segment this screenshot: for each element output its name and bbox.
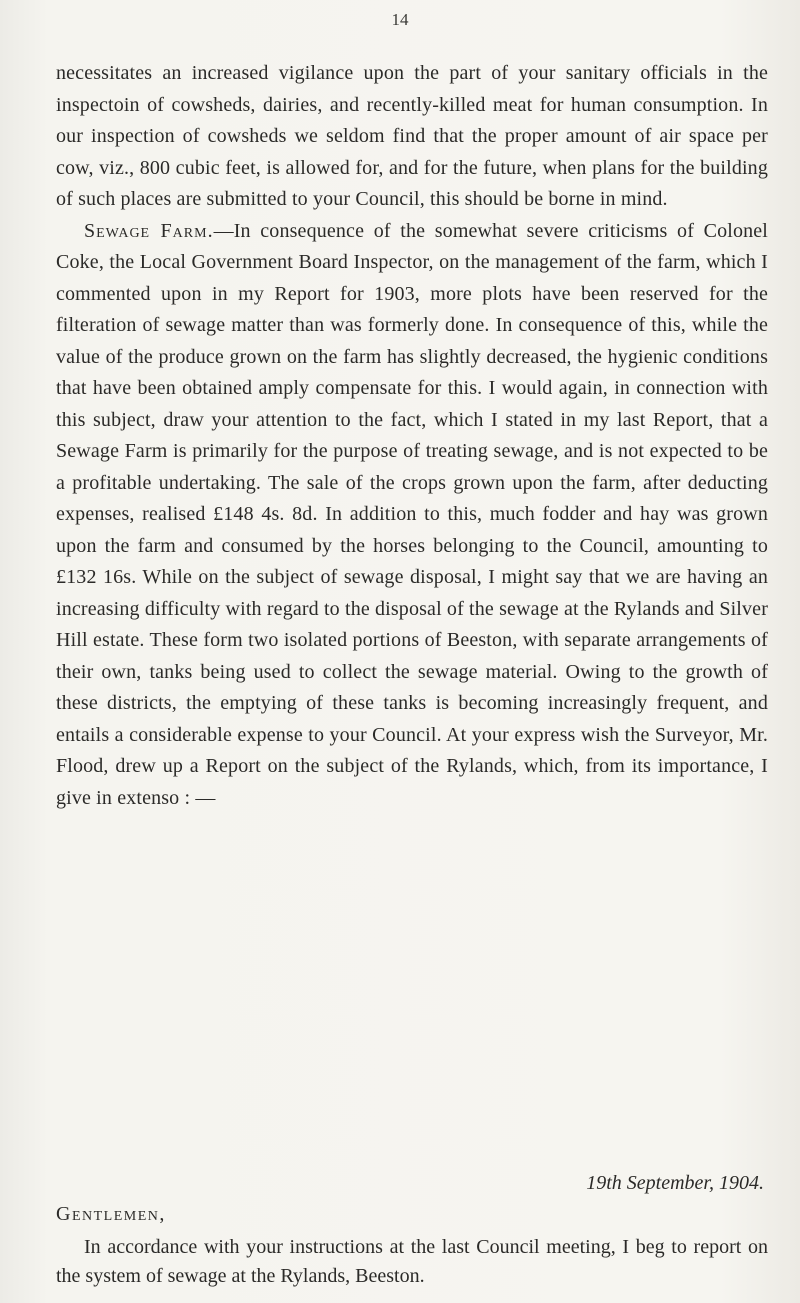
letter-body [56, 1233, 768, 1291]
letter-date [56, 1168, 764, 1198]
sewage-farm-body: —In consequence of the somewhat severe criticisms of Colonel Coke, the Local Government Board Inspector, on the management of the farm, which I commented upon in my Report for 1903, more plots have been reserved for the filteration of sewage matter than was formerly done. In consequence of this, while the value of the produce grown on the farm has slightly decreased, the hygienic conditions that have been obtained amply compensate for this. I would again, in connection with this subject, draw your attention to the fact, which I stated in my last Report, that a Sewage Farm is primarily for the purpose of treating sewage, and is not expected to be a profitable undertaking. The sale of the crops grown upon the farm, after deducting expenses, realised £148 4s. 8d. In addition to this, much fodder and hay was grown upon the farm and consumed by the horses belonging to the Council, amounting to £132 16s. While on the subject of sewage disposal, I might say that we are having an increasing difficulty with regard to the disposal of the sewage at the Rylands and Silver Hill estate. These form two isolated portions of Beeston, with separate arrangements of their own, tanks being used to collect the sewage material. Owing to the growth of these districts, the emptying of these tanks is becoming increasingly frequent, and entails a considerable expense to your Council. At your express wish the Surveyor, Mr. Flood, drew up a Report on the subject of the Rylands, which, from its importance, I give in extenso : — [56, 219, 769, 809]
body-text [56, 58, 768, 814]
sewage-farm-heading: Sewage Farm. [84, 219, 214, 242]
letter-opening-paragraph: In accordance with your instructions at the last Council meeting, I beg to report on the system of sewage at the Rylands, Beeston. [56, 1236, 768, 1287]
letter-date-text: 19th September, 1904. [586, 1172, 764, 1194]
page-number: 14 [391, 10, 409, 29]
intro-paragraph: necessitates an increased vigilance upon the part of your sanitary officials in the inspectoin of cowsheds, dairies, and recently-killed meat for human consumption. In our inspection of cowsheds we seldom find that the proper amount of air space per cow, viz., 800 cubic feet, is allowed for, and for the future, when plans for the building of such places are submitted to your Council, this should be borne in mind. [56, 62, 768, 210]
letter-salutation: Gentlemen, [56, 1203, 166, 1225]
sewage-farm-paragraph [56, 216, 768, 815]
